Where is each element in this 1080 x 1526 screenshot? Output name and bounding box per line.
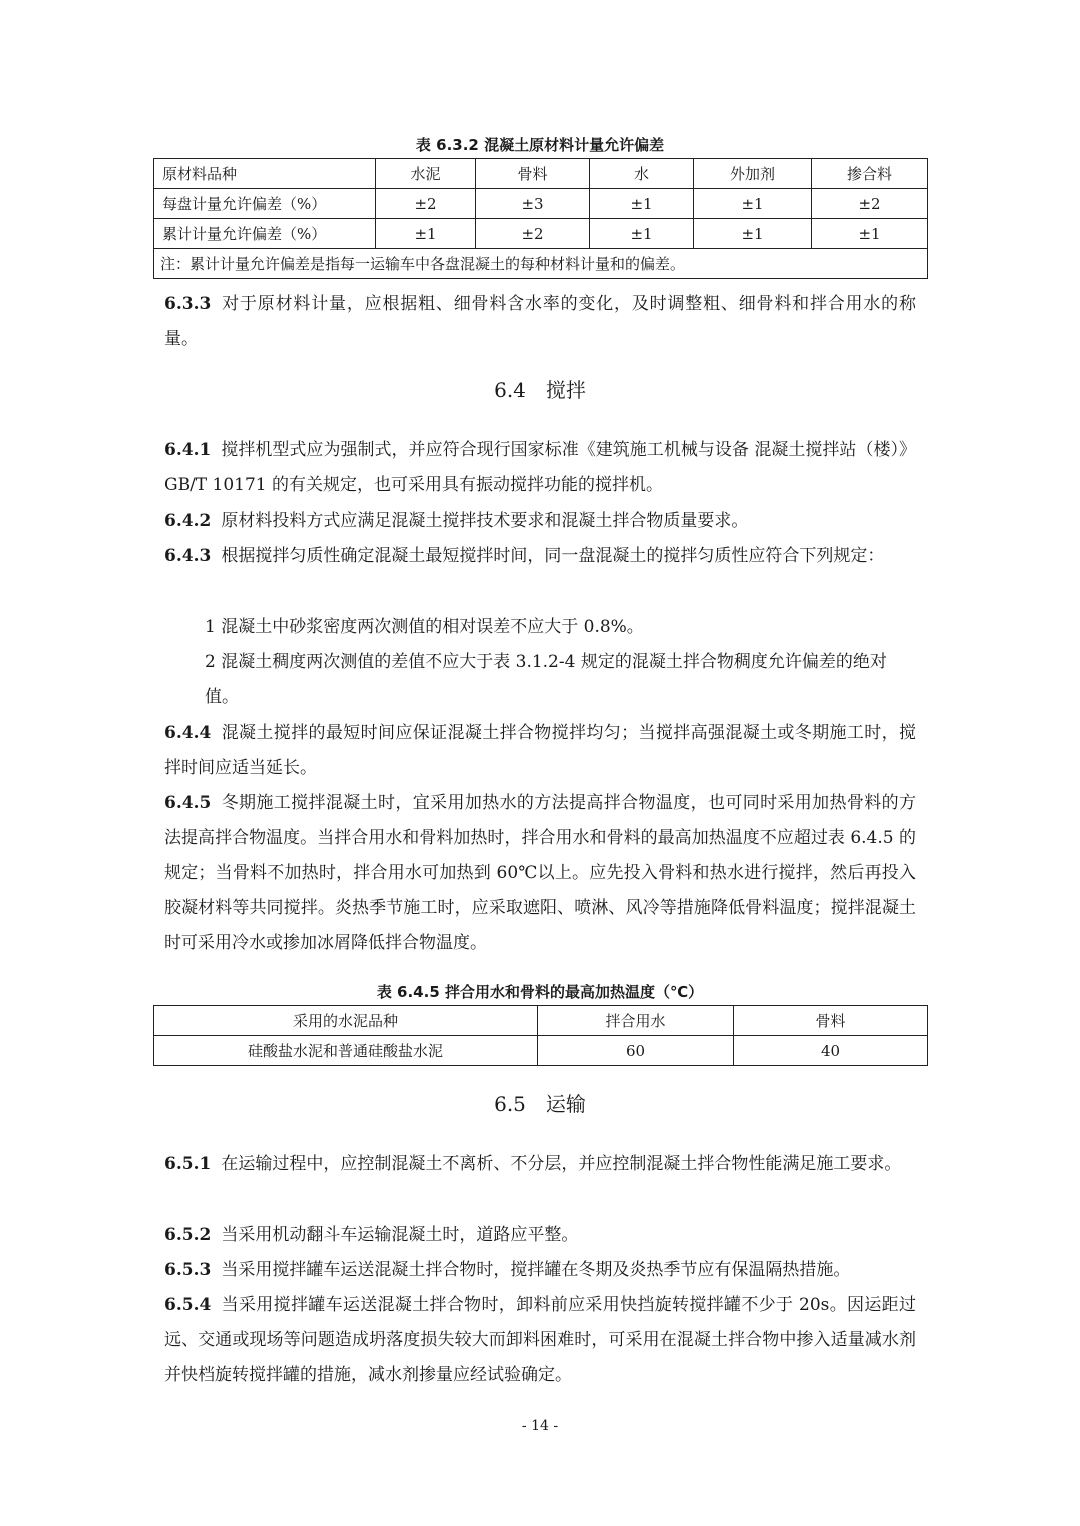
table-row — [154, 219, 928, 249]
table-cell: ±1 — [376, 219, 476, 249]
clause-text: 冬期施工搅拌混凝土时，宜采用加热水的方法提高拌合物温度，也可同时采用加热骨料的方法提高拌合物温度。当拌合用水和骨料加热时，拌合用水和骨料的最高加热温度不应超过表 6.4.5 的规定；当骨料不加热时，拌合用水可加热到 60℃以上。应先投入骨料和热水进行搅拌，然后再投入胶凝材料等共同搅拌。炎热季节施工时，应采取遮阳、喷淋、风冷等措施降低骨料温度；搅拌混凝土时可采用冷水或掺加冰屑降低拌合物温度。 — [164, 793, 916, 953]
clause-number: 6.5.4 — [164, 1295, 212, 1315]
table-note: 注：累计计量允许偏差是指每一运输车中各盘混凝土的每种材料计量和的偏差。 — [154, 249, 928, 279]
clause-text: 原材料投料方式应满足混凝土搅拌技术要求和混凝土拌合物质量要求。 — [221, 511, 749, 531]
table-cell: ±1 — [590, 219, 694, 249]
clause-number: 6.4.3 — [164, 546, 212, 566]
clause-text: 当采用搅拌罐车运送混凝土拌合物时，卸料前应采用快挡旋转搅拌罐不少于 20s。因运距过远、交通或现场等问题造成坍落度损失较大而卸料困难时，可采用在混凝土拌合物中掺入适量减水剂并快档旋转搅拌罐的措施，减水剂掺量应经试验确定。 — [164, 1295, 916, 1385]
table-cell: ±1 — [590, 189, 694, 219]
table-cell: 40 — [734, 1036, 928, 1066]
clause-text: 对于原材料计量，应根据粗、细骨料含水率的变化，及时调整粗、细骨料和拌合用水的称量。 — [164, 294, 916, 349]
table-cell: ±2 — [812, 189, 928, 219]
header-cell: 原材料品种 — [154, 159, 376, 189]
clause-number: 6.4.1 — [164, 440, 212, 460]
table-cell: 60 — [538, 1036, 734, 1066]
clause-text: 搅拌机型式应为强制式，并应符合现行国家标准《建筑施工机械与设备 混凝土搅拌站（楼）》GB/T 10171 的有关规定，也可采用具有振动搅拌功能的搅拌机。 — [164, 440, 916, 495]
table-cell: 每盘计量允许偏差（%） — [154, 189, 376, 219]
item-text: 2 混凝土稠度两次测值的差值不应大于表 3.1.2-4 规定的混凝土拌合物稠度允许偏差的绝对值。 — [205, 652, 887, 707]
clause-number: 6.4.2 — [164, 511, 212, 531]
clause-6-5-2 — [164, 1218, 916, 1253]
clause-text: 混凝土搅拌的最短时间应保证混凝土拌合物搅拌均匀；当搅拌高强混凝土或冬期施工时，搅拌时间应适当延长。 — [164, 723, 916, 778]
table-6-4-5 — [153, 1005, 928, 1066]
header-cell: 掺合料 — [812, 159, 928, 189]
header-cell: 拌合用水 — [538, 1006, 734, 1036]
page-number: - 14 - — [521, 1418, 559, 1434]
clause-6-5-3 — [164, 1253, 916, 1288]
table-row — [154, 1036, 928, 1066]
clause-6-3-3 — [164, 287, 916, 357]
table-cell: ±1 — [694, 189, 812, 219]
table-6-4-5-caption: 表 6.4.5 拌合用水和骨料的最高加热温度（℃） — [376, 983, 704, 1001]
table-6-3-2-caption: 表 6.3.2 混凝土原材料计量允许偏差 — [415, 136, 665, 154]
table-cell: ±1 — [812, 219, 928, 249]
clause-6-4-3-item-1: 1 混凝土中砂浆密度两次测值的相对误差不应大于 0.8%。 — [205, 617, 644, 637]
clause-6-4-2 — [164, 504, 916, 539]
clause-text: 根据搅拌匀质性确定混凝土最短搅拌时间，同一盘混凝土的搅拌匀质性应符合下列规定： — [221, 546, 885, 566]
header-cell: 采用的水泥品种 — [154, 1006, 538, 1036]
clause-number: 6.4.5 — [164, 793, 212, 813]
table-6-3-2 — [153, 158, 928, 279]
section-heading-6-5: 6.5 运输 — [494, 1092, 586, 1116]
clause-6-4-3 — [164, 539, 916, 574]
clause-number: 6.5.2 — [164, 1225, 212, 1245]
clause-6-5-1 — [164, 1147, 916, 1182]
header-cell: 骨料 — [476, 159, 590, 189]
clause-6-5-4 — [164, 1288, 916, 1393]
table-header-row — [154, 159, 928, 189]
table-cell: ±2 — [476, 219, 590, 249]
header-cell: 外加剂 — [694, 159, 812, 189]
clause-number: 6.3.3 — [164, 294, 212, 314]
table-note-row — [154, 249, 928, 279]
clause-number: 6.4.4 — [164, 723, 212, 743]
table-row — [154, 189, 928, 219]
clause-6-4-1 — [164, 433, 916, 503]
table-cell: 硅酸盐水泥和普通硅酸盐水泥 — [154, 1036, 538, 1066]
clause-6-4-4 — [164, 716, 916, 786]
clause-number: 6.5.3 — [164, 1260, 212, 1280]
clause-6-4-3-item-2 — [205, 645, 916, 715]
header-cell: 水泥 — [376, 159, 476, 189]
table-cell: 累计计量允许偏差（%） — [154, 219, 376, 249]
table-cell: ±2 — [376, 189, 476, 219]
table-cell: ±1 — [694, 219, 812, 249]
section-heading-6-4: 6.4 搅拌 — [494, 378, 586, 402]
clause-6-4-5 — [164, 786, 916, 961]
header-cell: 骨料 — [734, 1006, 928, 1036]
clause-text: 在运输过程中，应控制混凝土不离析、不分层，并应控制混凝土拌合物性能满足施工要求。 — [221, 1154, 902, 1174]
header-cell: 水 — [590, 159, 694, 189]
table-cell: ±3 — [476, 189, 590, 219]
clause-number: 6.5.1 — [164, 1154, 212, 1174]
clause-text: 当采用机动翻斗车运输混凝土时，道路应平整。 — [221, 1225, 579, 1245]
table-header-row — [154, 1006, 928, 1036]
clause-text: 当采用搅拌罐车运送混凝土拌合物时，搅拌罐在冬期及炎热季节应有保温隔热措施。 — [221, 1260, 851, 1280]
